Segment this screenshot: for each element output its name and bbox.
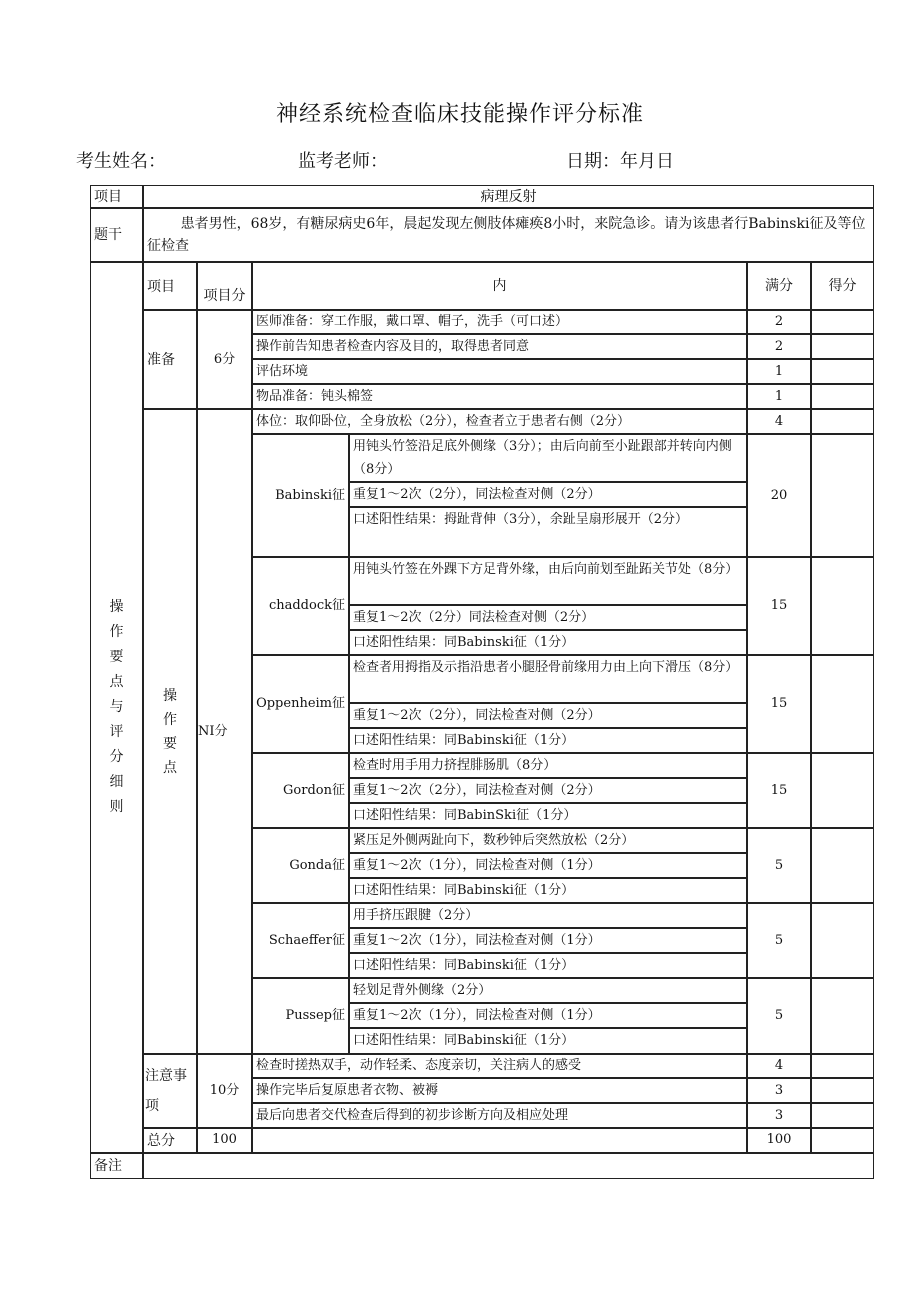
step-text: 口述阳性结果：同BabinSki征（1分） (353, 807, 577, 823)
score-input-cell[interactable] (811, 1078, 874, 1103)
step-text: 重复1～2次（2分），同法检查对侧（2分） (353, 782, 601, 798)
notes-label-cell (143, 1054, 197, 1128)
prep-row-text (252, 384, 747, 409)
sign-points-cell (747, 978, 811, 1054)
step-text: 口述阳性结果：同Babinski征（1分） (353, 732, 575, 748)
prep-points: 1 (774, 389, 784, 404)
prep-row-points (747, 384, 811, 409)
total-label: 总分 (147, 1133, 175, 1149)
sign-name: chaddock征 (268, 598, 345, 613)
ops-label: 操作要点 (163, 687, 177, 776)
step-text: 轻划足背外侧缘（2分） (353, 982, 492, 998)
step-text: 检查时用手用力挤捏腓肠肌（8分） (353, 757, 557, 773)
score-input-cell[interactable] (811, 334, 874, 359)
sign-step (349, 778, 747, 803)
sign-step (349, 1003, 747, 1028)
remarks-label: 备注 (94, 1158, 122, 1174)
sign-points-cell (747, 828, 811, 903)
notes-row-points (747, 1078, 811, 1103)
step-text: 口述阳性结果：同Babinski征（1分） (353, 1033, 575, 1048)
sign-name-cell (252, 557, 349, 655)
prep-score: 6分 (213, 351, 236, 367)
step-text: 重复1～2次（1分），同法检查对侧（1分） (353, 1007, 601, 1023)
col-header-item-score (197, 262, 252, 310)
remarks-input[interactable] (143, 1153, 874, 1179)
step-text: 重复1～2次（1分），同法检查对侧（1分） (353, 857, 601, 873)
notes-points: 4 (774, 1058, 784, 1073)
sign-points-cell (747, 753, 811, 828)
prep-points: 2 (774, 314, 784, 329)
sign-name: Schaeffer征 (268, 932, 345, 948)
notes-text: 检查时搓热双手，动作轻柔、态度亲切，关注病人的感受 (256, 1058, 582, 1073)
examinee-name-label: 考生姓名： (76, 151, 166, 172)
score-input-cell[interactable] (811, 655, 874, 753)
score-input-cell[interactable] (811, 310, 874, 334)
total-item-score-cell (197, 1128, 252, 1153)
sign-points-cell (747, 434, 811, 557)
step-text: 检查者用拇指及示指沿患者小腿胫骨前缘用力由上向下滑压（8分） (353, 660, 739, 675)
prep-row-text (252, 359, 747, 384)
col-content-label: 内 (492, 278, 507, 294)
col-header-content (252, 262, 747, 310)
total-full-score-cell (747, 1128, 811, 1153)
sign-points-cell (747, 655, 811, 753)
position-row-text (252, 409, 747, 434)
prep-label: 准备 (147, 351, 175, 368)
sign-step (349, 557, 747, 605)
score-input-cell[interactable] (811, 978, 874, 1054)
score-input-cell[interactable] (811, 828, 874, 903)
step-text: 重复1～2次（2分），同法检查对侧（2分） (353, 707, 601, 723)
sign-step (349, 605, 747, 630)
prep-text: 评估环境 (256, 363, 309, 379)
sign-name: Oppenheim征 (256, 696, 345, 711)
sign-step (349, 803, 747, 828)
step-text: 口述阳性结果：拇趾背伸（3分），余趾呈扇形展开（2分） (353, 512, 689, 527)
prep-row-points (747, 334, 811, 359)
sign-name-cell (252, 655, 349, 753)
prep-row-points (747, 310, 811, 334)
score-input-cell[interactable] (811, 1103, 874, 1128)
notes-row-text (252, 1078, 747, 1103)
sign-step (349, 953, 747, 978)
position-row-points (747, 409, 811, 434)
sign-name: Gonda征 (289, 857, 345, 873)
score-input-cell[interactable] (811, 557, 874, 655)
score-input-cell[interactable] (811, 753, 874, 828)
notes-row-text (252, 1103, 747, 1128)
sign-name: Pussep征 (285, 1008, 345, 1023)
prep-points: 2 (774, 338, 784, 354)
sign-name: Babinski征 (275, 487, 345, 503)
sign-points-cell (747, 557, 811, 655)
notes-row-points (747, 1103, 811, 1128)
item-label: 项目 (94, 188, 122, 205)
sign-step (349, 928, 747, 953)
ops-score: NI分 (198, 723, 228, 739)
sign-step (349, 630, 747, 655)
score-input-cell[interactable] (811, 1054, 874, 1078)
notes-points: 3 (774, 1108, 784, 1123)
sign-points-cell (747, 903, 811, 978)
notes-row-points (747, 1054, 811, 1078)
item-label-cell (90, 185, 143, 208)
sign-step (349, 828, 747, 853)
topic-value: 病理反射 (480, 188, 537, 205)
total-label-cell (143, 1128, 197, 1153)
remarks-label-cell (90, 1153, 143, 1179)
total-full-score: 100 (766, 1132, 792, 1147)
position-points: 4 (774, 414, 784, 429)
date-label: 日期：年月日 (566, 151, 674, 172)
sign-points: 15 (770, 598, 788, 613)
sign-step (349, 434, 747, 482)
sign-points: 5 (774, 932, 784, 948)
sign-step (349, 655, 747, 703)
notes-text: 操作完毕后复原患者衣物、被褥 (256, 1082, 439, 1098)
topic-cell (143, 185, 874, 208)
col-item-score-label: 项目分 (203, 288, 246, 304)
page-title: 神经系统检查临床技能操作评分标准 (275, 102, 644, 127)
sign-step (349, 728, 747, 753)
total-item-score: 100 (212, 1132, 237, 1147)
sign-step (349, 903, 747, 928)
score-input-cell[interactable] (811, 384, 874, 409)
sign-step (349, 482, 747, 507)
col-item-label: 项目 (147, 279, 175, 295)
sign-name-cell (252, 753, 349, 828)
prep-text: 物品准备：钝头棉签 (256, 388, 374, 404)
main-section-label-cell (90, 262, 143, 1153)
sign-step (349, 753, 747, 778)
notes-score: 10分 (209, 1083, 240, 1098)
sign-name-cell (252, 903, 349, 978)
position-text: 体位：取仰卧位，全身放松（2分），检查者立于患者右侧（2分） (256, 413, 631, 429)
prep-score-cell (197, 310, 252, 409)
prep-row-text (252, 310, 747, 334)
score-input-cell[interactable] (811, 903, 874, 978)
step-text: 用钝头竹签沿足底外侧缘（3分）；由后向前至小趾跟部并转向内侧（8分） (353, 439, 732, 477)
prep-points: 1 (774, 364, 784, 379)
prep-row-points (747, 359, 811, 384)
sign-step (349, 507, 747, 557)
sign-name-cell (252, 828, 349, 903)
sign-name-cell (252, 434, 349, 557)
main-section-label: 操作要点与评分细则 (109, 599, 124, 815)
step-text: 口述阳性结果：同Babinski征（1分） (353, 957, 575, 973)
stem-label-cell (90, 208, 143, 262)
total-blank-cell (252, 1128, 747, 1153)
stem-label: 题干 (94, 227, 122, 243)
total-score-input[interactable] (811, 1128, 874, 1153)
scoring-table (90, 185, 874, 1179)
sign-step (349, 853, 747, 878)
stem-text-cell (143, 208, 874, 262)
sign-points: 5 (774, 857, 784, 873)
score-input-cell[interactable] (811, 409, 874, 434)
col-score-label: 得分 (828, 278, 857, 294)
notes-score-cell (197, 1054, 252, 1128)
sign-points: 15 (770, 696, 788, 711)
sign-name: Gordon征 (283, 782, 345, 798)
step-text: 重复1～2次（1分），同法检查对侧（1分） (353, 932, 601, 948)
prep-text: 操作前告知患者检查内容及目的，取得患者同意 (256, 338, 530, 354)
sign-step (349, 878, 747, 903)
step-text: 重复1～2次（2分）同法检查对侧（2分） (353, 609, 595, 625)
stem-text: 患者男性，68岁，有糖尿病史6年，晨起发现左侧肢体瘫痪8小时，来院急诊。请为该患者行Babinski征及等位征检查 (147, 216, 866, 254)
sign-points: 20 (770, 487, 788, 503)
step-text: 紧压足外侧两趾向下，数秒钟后突然放松（2分） (353, 832, 635, 848)
score-input-cell[interactable] (811, 434, 874, 557)
step-text: 用钝头竹签在外踝下方足背外缘，由后向前划至趾跖关节处（8分） (353, 562, 739, 577)
sign-points: 15 (770, 782, 788, 798)
sign-points: 5 (774, 1008, 784, 1023)
notes-row-text (252, 1054, 747, 1078)
col-header-score (811, 262, 874, 310)
sign-step (349, 1028, 747, 1054)
step-text: 用手挤压跟腱（2分） (353, 907, 479, 923)
examiner-label: 监考老师： (298, 151, 388, 172)
col-header-item (143, 262, 197, 310)
prep-text: 医师准备：穿工作服，戴口罩、帽子，洗手（可口述） (256, 314, 569, 329)
notes-points: 3 (774, 1082, 784, 1098)
col-header-full-score (747, 262, 811, 310)
sign-name-cell (252, 978, 349, 1054)
notes-label: 注意事项 (145, 1068, 187, 1114)
step-text: 口述阳性结果：同Babinski征（1分） (353, 882, 575, 898)
col-full-score-label: 满分 (765, 278, 793, 294)
prep-row-text (252, 334, 747, 359)
sign-step (349, 978, 747, 1003)
score-input-cell[interactable] (811, 359, 874, 384)
sign-step (349, 703, 747, 728)
ops-label-cell (143, 409, 197, 1054)
ops-score-cell (197, 409, 252, 1054)
step-text: 口述阳性结果：同Babinski征（1分） (353, 634, 575, 650)
prep-label-cell (143, 310, 197, 409)
notes-text: 最后向患者交代检查后得到的初步诊断方向及相应处理 (256, 1107, 569, 1123)
step-text: 重复1～2次（2分），同法检查对侧（2分） (353, 486, 601, 502)
